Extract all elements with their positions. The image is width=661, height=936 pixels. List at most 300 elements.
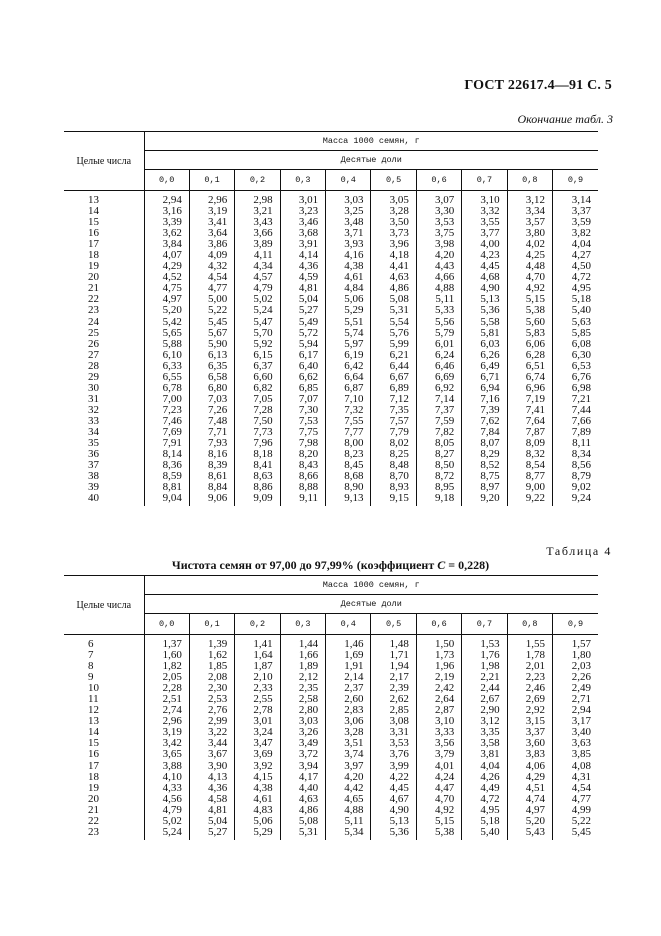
table-cell: 6,92	[416, 383, 461, 394]
table-row	[64, 716, 598, 727]
table-cell: 3,63	[571, 737, 591, 750]
table-cell: 4,86	[371, 283, 416, 294]
table-cell: 3,66	[235, 228, 280, 239]
row-label: 18	[64, 772, 144, 783]
table-cell: 4,02	[507, 239, 552, 250]
table-cell: 2,51	[144, 694, 189, 705]
decimal-column-header: 0,1	[189, 170, 234, 191]
table-cell: 1,71	[371, 650, 416, 661]
table-cell: 6,13	[189, 350, 234, 361]
table-cell: 4,63	[280, 794, 325, 805]
table-cell: 1,60	[144, 650, 189, 661]
row-label: 8	[64, 661, 144, 672]
table-cell: 8,79	[571, 470, 591, 483]
table-cell: 3,94	[280, 761, 325, 772]
table-cell: 5,33	[416, 305, 461, 316]
table-cell: 4,20	[416, 250, 461, 261]
table-cell: 8,39	[189, 460, 234, 471]
table-cell: 2,49	[571, 682, 591, 695]
table-cell: 7,21	[571, 392, 591, 405]
table-cell: 1,48	[371, 635, 416, 651]
table-cell: 4,70	[416, 794, 461, 805]
table-cell: 1,96	[416, 661, 461, 672]
table-cell: 7,93	[189, 438, 234, 449]
table-cell: 4,24	[416, 772, 461, 783]
table-cell: 8,93	[371, 482, 416, 493]
table-cell: 4,86	[280, 805, 325, 816]
table-cell: 7,41	[507, 405, 552, 416]
table-cell: 6,17	[280, 350, 325, 361]
table-cell: 4,32	[189, 261, 234, 272]
page-header: ГОСТ 22617.4—91 С. 5	[464, 78, 612, 93]
row-label: 11	[64, 694, 144, 705]
decimal-column-header: 0,5	[371, 170, 416, 191]
table-cell: 7,66	[571, 414, 591, 427]
row-label: 25	[64, 328, 144, 339]
table-cell: 4,45	[462, 261, 507, 272]
table-cell: 3,98	[416, 239, 461, 250]
table-cell: 6,94	[462, 383, 507, 394]
table-row	[64, 283, 598, 294]
table-cell: 1,39	[189, 635, 234, 651]
row-label: 38	[64, 471, 144, 482]
table-cell: 3,69	[235, 749, 280, 760]
table-cell: 1,57	[571, 638, 591, 650]
table-cell: 5,31	[280, 827, 325, 840]
table-cell: 8,02	[371, 438, 416, 449]
table-cell: 4,83	[235, 805, 280, 816]
table-cell: 3,32	[462, 206, 507, 217]
table-cell: 5,15	[507, 294, 552, 305]
table-cell: 5,79	[416, 328, 461, 339]
table-cell: 2,78	[235, 705, 280, 716]
row-label: 10	[64, 683, 144, 694]
row-label: 37	[64, 460, 144, 471]
table-cell: 2,58	[280, 694, 325, 705]
table-cell: 7,46	[144, 416, 189, 427]
row-label: 17	[64, 761, 144, 772]
table-cell: 5,29	[235, 827, 280, 840]
table-cell: 6,01	[416, 339, 461, 350]
decimal-column-header: 0,3	[280, 170, 325, 191]
table-cell: 3,17	[571, 715, 591, 728]
table-cell: 4,25	[507, 250, 552, 261]
table-cell: 2,76	[189, 705, 234, 716]
table-cell: 4,10	[144, 772, 189, 783]
table-cell: 7,10	[326, 394, 371, 405]
table-cell: 3,12	[462, 716, 507, 727]
table-cell: 4,16	[326, 250, 371, 261]
table-cell: 5,54	[371, 317, 416, 328]
decimal-column-header: 0,9	[553, 170, 598, 191]
table-cell: 2,23	[507, 672, 552, 683]
table-cell: 7,98	[280, 438, 325, 449]
table-cell: 3,86	[189, 239, 234, 250]
table-cell: 3,68	[280, 228, 325, 239]
table-row	[64, 650, 598, 661]
table-cell: 5,83	[507, 328, 552, 339]
decimal-column-header: 0,1	[189, 614, 234, 635]
row-label: 22	[64, 294, 144, 305]
table-cell: 3,28	[371, 206, 416, 217]
table-cell: 6,40	[280, 361, 325, 372]
table-cell: 6,26	[462, 350, 507, 361]
table-cell: 2,30	[189, 683, 234, 694]
table-row	[64, 272, 598, 283]
table-cell: 3,55	[462, 217, 507, 228]
table-cell: 5,45	[571, 825, 591, 838]
table-cell: 1,64	[235, 650, 280, 661]
row-label: 15	[64, 738, 144, 749]
table-cell: 4,47	[416, 783, 461, 794]
table-cell: 8,66	[280, 471, 325, 482]
caption-coefficient: С	[437, 558, 446, 572]
table-cell: 3,05	[371, 191, 416, 207]
row-label: 9	[64, 672, 144, 683]
table-cell: 3,67	[189, 749, 234, 760]
table-cell: 2,28	[144, 683, 189, 694]
table-cell: 5,29	[326, 305, 371, 316]
table-cell: 3,19	[144, 727, 189, 738]
table-cell: 4,81	[280, 283, 325, 294]
table-row	[64, 471, 598, 482]
table-cell: 7,77	[326, 427, 371, 438]
table-cell: 2,83	[326, 705, 371, 716]
table-cell: 2,44	[462, 683, 507, 694]
table-cell: 3,81	[462, 749, 507, 760]
table-row	[64, 635, 598, 651]
table-cell: 8,36	[144, 460, 189, 471]
table-row	[64, 394, 598, 405]
table-cell: 1,85	[189, 661, 234, 672]
table-cell: 3,76	[371, 749, 416, 760]
table-row	[64, 261, 598, 272]
table-cell: 8,75	[462, 471, 507, 482]
table-cell: 4,90	[371, 805, 416, 816]
decimal-column-header: 0,4	[326, 170, 371, 191]
table-cell: 4,59	[280, 272, 325, 283]
table-cell: 5,72	[280, 328, 325, 339]
table-cell: 2,05	[144, 672, 189, 683]
table-cell: 4,06	[507, 761, 552, 772]
table-cell: 3,56	[416, 738, 461, 749]
table-cell: 7,03	[189, 394, 234, 405]
table-cell: 4,74	[507, 794, 552, 805]
row-label: 36	[64, 449, 144, 460]
table-cell: 3,64	[189, 228, 234, 239]
table-cell: 6,76	[571, 370, 591, 383]
table-cell: 3,80	[507, 228, 552, 239]
table-cell: 8,09	[507, 438, 552, 449]
caption-prefix: Чистота семян от 97,00 до 97,99% (коэффициент	[171, 558, 438, 572]
table-cell: 8,29	[462, 449, 507, 460]
table-cell: 4,22	[371, 772, 416, 783]
table-cell: 5,24	[235, 305, 280, 316]
table-cell: 4,97	[507, 805, 552, 816]
row-label: 27	[64, 350, 144, 361]
decimal-column-header: 0,6	[416, 614, 461, 635]
table-cell: 2,87	[416, 705, 461, 716]
table-cell: 4,81	[189, 805, 234, 816]
table-cell: 6,82	[235, 383, 280, 394]
table-cell: 4,77	[571, 792, 591, 805]
table-cell: 5,18	[571, 293, 591, 306]
decimal-column-header: 0,8	[507, 614, 552, 635]
table-cell: 6,42	[326, 361, 371, 372]
table-cell: 2,08	[189, 672, 234, 683]
table-cell: 6,51	[507, 361, 552, 372]
decimal-column-header: 0,3	[280, 614, 325, 635]
table-cell: 3,79	[416, 749, 461, 760]
table-cell: 5,11	[326, 816, 371, 827]
table-cell: 4,17	[280, 772, 325, 783]
table-cell: 4,36	[280, 261, 325, 272]
table-cell: 1,66	[280, 650, 325, 661]
table-cell: 3,85	[571, 748, 591, 761]
table-cell: 7,59	[416, 416, 461, 427]
table-cell: 4,51	[507, 783, 552, 794]
table-cell: 2,42	[416, 683, 461, 694]
table-cell: 1,44	[280, 635, 325, 651]
table-cell: 8,88	[280, 482, 325, 493]
table-cell: 7,79	[371, 427, 416, 438]
table-cell: 1,69	[326, 650, 371, 661]
table-cell: 5,02	[144, 816, 189, 827]
table-cell: 4,27	[571, 249, 591, 262]
table-cell: 4,34	[235, 261, 280, 272]
table-cell: 3,75	[416, 228, 461, 239]
table-cell: 3,90	[189, 761, 234, 772]
table-cell: 4,92	[416, 805, 461, 816]
table-row	[64, 449, 598, 460]
table-cell: 6,98	[571, 381, 591, 394]
table-cell: 2,99	[189, 716, 234, 727]
table-cell: 1,94	[371, 661, 416, 672]
table-cell: 2,12	[280, 672, 325, 683]
table-cell: 8,97	[462, 482, 507, 493]
table-cell: 2,64	[416, 694, 461, 705]
table-cell: 9,20	[462, 493, 507, 506]
table-cell: 5,99	[371, 339, 416, 350]
table-cell: 6,71	[462, 372, 507, 383]
table-row	[64, 239, 598, 250]
row-label: 15	[64, 217, 144, 228]
table-cell: 6,15	[235, 350, 280, 361]
table-cell: 9,24	[571, 492, 591, 505]
table-cell: 6,58	[189, 372, 234, 383]
table-cell: 6,80	[189, 383, 234, 394]
table-cell: 3,08	[371, 716, 416, 727]
table-cell: 7,23	[144, 405, 189, 416]
row-label: 24	[64, 317, 144, 328]
table-cell: 9,02	[571, 481, 591, 494]
table-cell: 2,92	[507, 705, 552, 716]
table-cell: 8,14	[144, 449, 189, 460]
table-row	[64, 827, 598, 840]
table-row	[64, 317, 598, 328]
table-cell: 4,61	[326, 272, 371, 283]
table-row	[64, 805, 598, 816]
table-cell: 2,74	[144, 705, 189, 716]
table-cell: 4,92	[507, 283, 552, 294]
row-label: 18	[64, 250, 144, 261]
table-cell: 4,72	[462, 794, 507, 805]
table-cell: 4,68	[462, 272, 507, 283]
table-cell: 8,54	[507, 460, 552, 471]
table-cell: 5,36	[462, 305, 507, 316]
table-cell: 6,87	[326, 383, 371, 394]
row-label: 16	[64, 228, 144, 239]
table-cell: 3,30	[416, 206, 461, 217]
table-cell: 5,94	[280, 339, 325, 350]
table-cell: 8,77	[507, 471, 552, 482]
table-cell: 4,79	[235, 283, 280, 294]
table-cell: 7,30	[280, 405, 325, 416]
row-label: 17	[64, 239, 144, 250]
table-cell: 5,13	[462, 294, 507, 305]
table-cell: 8,07	[462, 438, 507, 449]
table-cell: 5,88	[144, 339, 189, 350]
table-cell: 1,73	[416, 650, 461, 661]
table-cell: 5,11	[416, 294, 461, 305]
super-header: Масса 1000 семян, г	[144, 576, 598, 595]
table-cell: 4,54	[189, 272, 234, 283]
table-cell: 1,62	[189, 650, 234, 661]
table-cell: 1,76	[462, 650, 507, 661]
table-row	[64, 460, 598, 471]
table-row	[64, 372, 598, 383]
table-cell: 4,09	[189, 250, 234, 261]
table-cell: 9,13	[326, 493, 371, 506]
table-cell: 8,81	[144, 482, 189, 493]
table-cell: 9,00	[507, 482, 552, 493]
table-cell: 5,38	[507, 305, 552, 316]
table-cell: 6,49	[462, 361, 507, 372]
table-cell: 4,31	[571, 770, 591, 783]
table-cell: 5,92	[235, 339, 280, 350]
table-cell: 1,41	[235, 635, 280, 651]
row-label: 13	[64, 191, 144, 207]
table-cell: 7,12	[371, 394, 416, 405]
table-cell: 9,18	[416, 493, 461, 506]
table-cell: 9,09	[235, 493, 280, 506]
table-cell: 3,73	[371, 228, 416, 239]
table-cell: 5,85	[571, 326, 591, 339]
table-cell: 7,32	[326, 405, 371, 416]
row-label: 14	[64, 206, 144, 217]
decimal-column-header: 0,7	[462, 170, 507, 191]
row-label: 32	[64, 405, 144, 416]
table-cell: 4,08	[571, 759, 591, 772]
table-cell: 2,53	[189, 694, 234, 705]
table-cell: 4,41	[371, 261, 416, 272]
table-cell: 3,31	[371, 727, 416, 738]
table-cell: 2,14	[326, 672, 371, 683]
decimal-column-header: 0,0	[144, 614, 189, 635]
table-cell: 8,00	[326, 438, 371, 449]
table-cell: 5,43	[507, 827, 552, 840]
table-cell: 5,18	[462, 816, 507, 827]
table-cell: 2,71	[571, 693, 591, 706]
table-cell: 4,95	[571, 282, 591, 295]
table-cell: 8,16	[189, 449, 234, 460]
table-cell: 3,10	[416, 716, 461, 727]
table-cell: 2,80	[280, 705, 325, 716]
table-cell: 3,25	[326, 206, 371, 217]
table-cell: 3,93	[326, 239, 371, 250]
table-cell: 8,27	[416, 449, 461, 460]
table-cell: 1,50	[416, 635, 461, 651]
table-cell: 7,71	[189, 427, 234, 438]
decimal-column-header: 0,5	[371, 614, 416, 635]
table-cell: 4,29	[507, 772, 552, 783]
table-3	[64, 131, 598, 506]
table-cell: 4,57	[235, 272, 280, 283]
table-cell: 3,28	[326, 727, 371, 738]
table-cell: 3,37	[507, 727, 552, 738]
table-cell: 6,96	[507, 383, 552, 394]
table-cell: 3,58	[462, 738, 507, 749]
row-label: 21	[64, 805, 144, 816]
table-cell: 6,03	[462, 339, 507, 350]
table-cell: 4,49	[462, 783, 507, 794]
stub-header: Целые числа	[64, 576, 144, 635]
table-row	[64, 672, 598, 683]
table-row	[64, 191, 598, 207]
table-row	[64, 783, 598, 794]
table-cell: 4,23	[462, 250, 507, 261]
table-cell: 2,85	[371, 705, 416, 716]
table-cell: 7,91	[144, 438, 189, 449]
table-cell: 2,98	[235, 191, 280, 207]
table-row	[64, 217, 598, 228]
table-cell: 3,82	[571, 227, 591, 240]
table-cell: 4,38	[235, 783, 280, 794]
decimal-column-header: 0,6	[416, 170, 461, 191]
table-row	[64, 206, 598, 217]
table-cell: 5,47	[235, 317, 280, 328]
table-cell: 4,42	[326, 783, 371, 794]
table-cell: 7,07	[280, 394, 325, 405]
decimal-column-header: 0,7	[462, 614, 507, 635]
table-cell: 8,34	[571, 448, 591, 461]
decimal-column-header: 0,2	[235, 170, 280, 191]
table-row	[64, 350, 598, 361]
table-cell: 4,95	[462, 805, 507, 816]
table-row	[64, 405, 598, 416]
table-cell: 4,66	[416, 272, 461, 283]
table-cell: 3,89	[235, 239, 280, 250]
table-cell: 3,48	[326, 217, 371, 228]
table-cell: 3,03	[326, 191, 371, 207]
table-cell: 7,75	[280, 427, 325, 438]
table-cell: 4,26	[462, 772, 507, 783]
table-cell: 3,83	[507, 749, 552, 760]
table-row	[64, 761, 598, 772]
stub-header: Целые числа	[64, 132, 144, 191]
table-cell: 4,50	[571, 260, 591, 273]
table-cell: 4,04	[462, 761, 507, 772]
table-cell: 5,49	[280, 317, 325, 328]
table-cell: 3,49	[280, 738, 325, 749]
table-cell: 2,10	[235, 672, 280, 683]
table-cell: 8,11	[572, 437, 591, 450]
table-cell: 4,01	[416, 761, 461, 772]
table-cell: 1,98	[462, 661, 507, 672]
table-cell: 5,06	[326, 294, 371, 305]
row-label: 29	[64, 372, 144, 383]
table-caption	[0, 558, 661, 573]
